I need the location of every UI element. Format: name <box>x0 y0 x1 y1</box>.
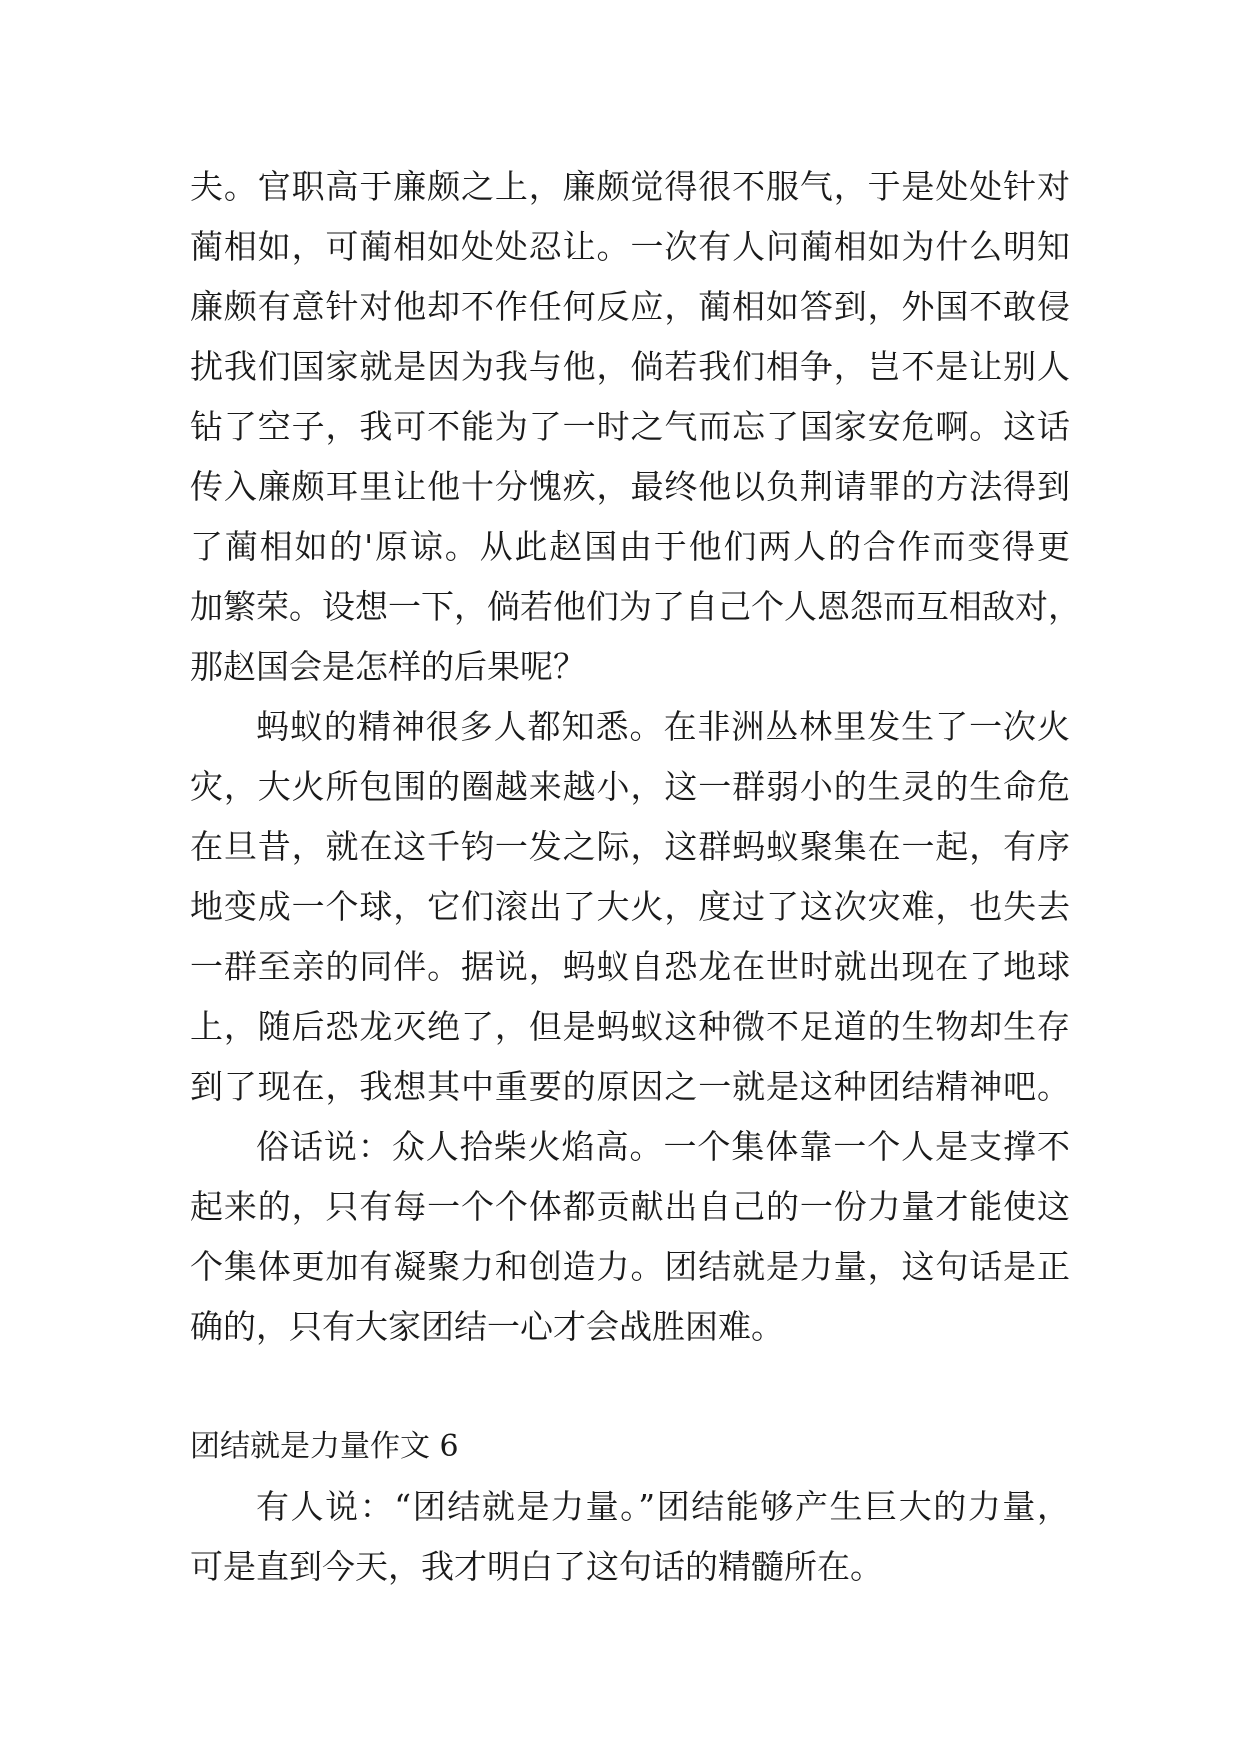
text-line: 确的，只有大家团结一心才会战胜困难。 <box>190 1307 784 1346</box>
text-line: 扰我们国家就是因为我与他，倘若我们相争，岂不是让别人 <box>190 347 1070 386</box>
text-line: 了蔺相如的'原谅。从此赵国由于他们两人的合作而变得更 <box>190 527 1070 566</box>
text-line: 起来的，只有每一个个体都贡献出自己的一份力量才能使这 <box>190 1187 1070 1226</box>
text-line: 钻了空子，我可不能为了一时之气而忘了国家安危啊。这话 <box>190 407 1070 446</box>
text-line: 蔺相如，可蔺相如处处忍让。一次有人问蔺相如为什么明知 <box>190 227 1070 266</box>
text-line: 灾，大火所包围的圈越来越小，这一群弱小的生灵的生命危 <box>190 767 1070 806</box>
text-line: 一群至亲的同伴。据说，蚂蚁自恐龙在世时就出现在了地球 <box>190 947 1070 986</box>
text-line: 传入廉颇耳里让他十分愧疚，最终他以负荆请罪的方法得到 <box>190 467 1070 506</box>
paragraph-first-line: 俗话说：众人拾柴火焰高。一个集体靠一个人是支撑不 <box>256 1127 1070 1166</box>
text-line: 上，随后恐龙灭绝了，但是蚂蚁这种微不足道的生物却生存 <box>190 1007 1070 1046</box>
text-line: 地变成一个球，它们滚出了大火，度过了这次灾难，也失去 <box>190 887 1070 926</box>
paragraph-first-line: 蚂蚁的精神很多人都知悉。在非洲丛林里发生了一次火 <box>256 707 1070 746</box>
section-heading: 团结就是力量作文 6 <box>190 1429 459 1464</box>
paragraph-first-line: 有人说：“团结就是力量。”团结能够产生巨大的力量， <box>256 1487 1070 1526</box>
text-line: 到了现在，我想其中重要的原因之一就是这种团结精神吧。 <box>190 1067 1070 1106</box>
text-line: 加繁荣。设想一下，倘若他们为了自己个人恩怨而互相敌对， <box>190 587 1081 626</box>
text-line: 个集体更加有凝聚力和创造力。团结就是力量，这句话是正 <box>190 1247 1070 1286</box>
text-line: 那赵国会是怎样的后果呢？ <box>190 647 586 686</box>
text-line: 夫。官职高于廉颇之上，廉颇觉得很不服气，于是处处针对 <box>190 167 1070 206</box>
text-line: 可是直到今天，我才明白了这句话的精髓所在。 <box>190 1547 883 1586</box>
text-line: 廉颇有意针对他却不作任何反应，蔺相如答到，外国不敢侵 <box>190 287 1070 326</box>
text-line: 在旦昔，就在这千钧一发之际，这群蚂蚁聚集在一起，有序 <box>190 827 1070 866</box>
